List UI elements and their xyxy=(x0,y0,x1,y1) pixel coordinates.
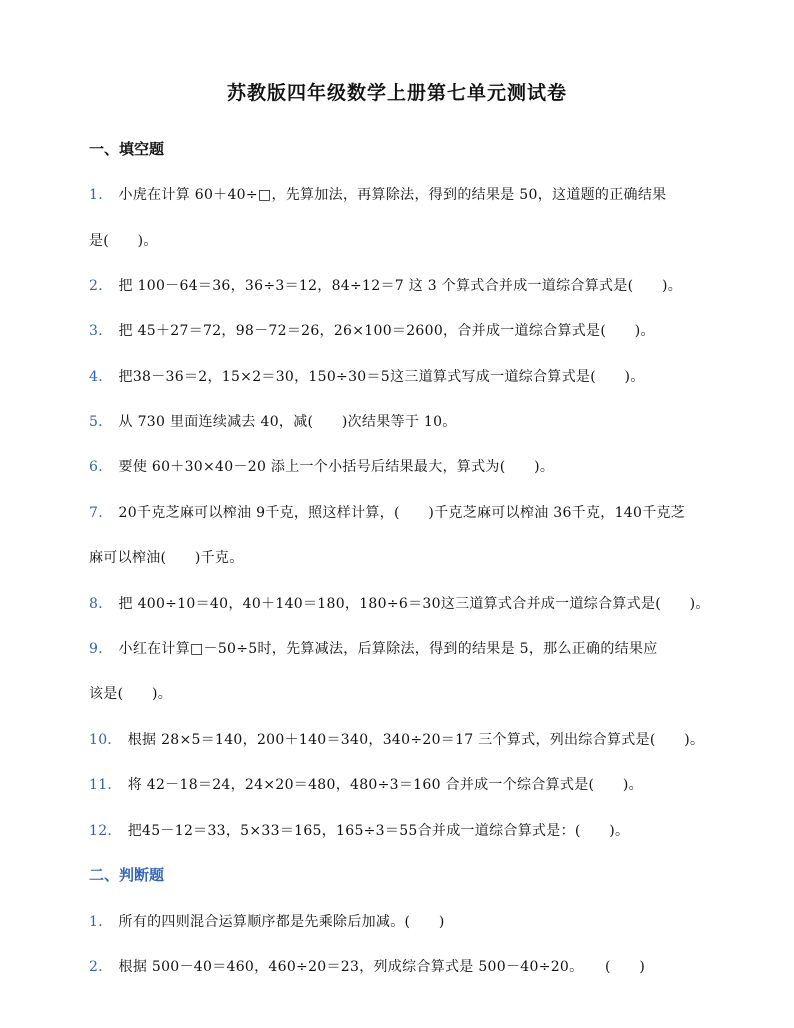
question-text: 把 100－64＝36，36÷3＝12，84÷12＝7 这 3 个算式合并成一道综合算式是( )。 xyxy=(118,278,683,294)
question-text: 把45－12＝33，5×33＝165，165÷3＝55合并成一道综合算式是：( )。 xyxy=(127,823,630,839)
question-3 xyxy=(89,320,709,340)
question-number: 1． xyxy=(89,187,113,203)
question-text: 小虎在计算 60＋40÷□，先算加法，再算除法，得到的结果是 50，这道题的正确结果 xyxy=(118,187,667,203)
question-12 xyxy=(89,820,709,840)
question-text: 从 730 里面连续减去 40，减( )次结果等于 10。 xyxy=(118,414,457,430)
question-text: 把 400÷10＝40，40＋140＝180，180÷6＝30这三道算式合并成一道综合算式是( )。 xyxy=(118,596,710,612)
question-text: 根据 500－40＝460，460÷20＝23，列成综合算式是 500－40÷20。 ( ) xyxy=(118,959,646,975)
question-11 xyxy=(89,774,709,794)
question-text: 是( )。 xyxy=(89,233,158,249)
question-1-line-1 xyxy=(89,184,709,204)
question-number: 2． xyxy=(89,959,113,975)
question-number: 10． xyxy=(89,732,122,748)
judge-question-2 xyxy=(89,956,709,976)
question-text: 把 45＋27＝72，98－72＝26，26×100＝2600，合并成一道综合算式是( )。 xyxy=(118,323,655,339)
question-number: 6． xyxy=(89,459,113,475)
question-text: 小红在计算□－50÷5时，先算减法，后算除法，得到的结果是 5，那么正确的结果应 xyxy=(118,641,658,657)
question-2 xyxy=(89,275,709,295)
question-5 xyxy=(89,411,709,431)
question-number: 5． xyxy=(89,414,113,430)
question-8 xyxy=(89,593,709,613)
question-7-line-2 xyxy=(89,547,709,567)
question-number: 12． xyxy=(89,823,122,839)
question-6 xyxy=(89,456,709,476)
question-number: 1． xyxy=(89,914,113,930)
question-number: 4． xyxy=(89,369,113,385)
question-10 xyxy=(89,729,709,749)
question-number: 3． xyxy=(89,323,113,339)
question-4 xyxy=(89,366,709,386)
section-heading-true-false: 二、判断题 xyxy=(89,866,165,884)
question-number: 8． xyxy=(89,596,113,612)
question-9-line-1 xyxy=(89,638,709,658)
section-heading-fill-blank: 一、填空题 xyxy=(89,140,165,158)
question-text: 要使 60＋30×40－20 添上一个小括号后结果最大，算式为( )。 xyxy=(118,459,555,475)
question-text: 麻可以榨油( )千克。 xyxy=(89,550,244,566)
page-title: 苏教版四年级数学上册第七单元测试卷 xyxy=(226,82,567,104)
question-1-line-2 xyxy=(89,230,709,250)
judge-question-1 xyxy=(89,911,709,931)
question-text: 将 42－18＝24，24×20＝480，480÷3＝160 合并成一个综合算式是( )。 xyxy=(127,777,643,793)
question-text: 该是( )。 xyxy=(89,686,173,702)
question-text: 所有的四则混合运算顺序都是先乘除后加减。( ) xyxy=(118,914,445,930)
question-number: 11． xyxy=(89,777,122,793)
question-7-line-1 xyxy=(89,502,709,522)
question-9-line-2 xyxy=(89,683,709,703)
question-text: 把38－36＝2，15×2＝30，150÷30＝5这三道算式写成一道综合算式是( )。 xyxy=(118,369,645,385)
question-number: 2． xyxy=(89,278,113,294)
question-number: 9． xyxy=(89,641,113,657)
question-text: 20千克芝麻可以榨油 9千克，照这样计算，( )千克芝麻可以榨油 36千克，140千克芝 xyxy=(118,505,686,521)
question-number: 7． xyxy=(89,505,113,521)
question-text: 根据 28×5＝140，200＋140＝340，340÷20＝17 三个算式，列出综合算式是( )。 xyxy=(127,732,705,748)
